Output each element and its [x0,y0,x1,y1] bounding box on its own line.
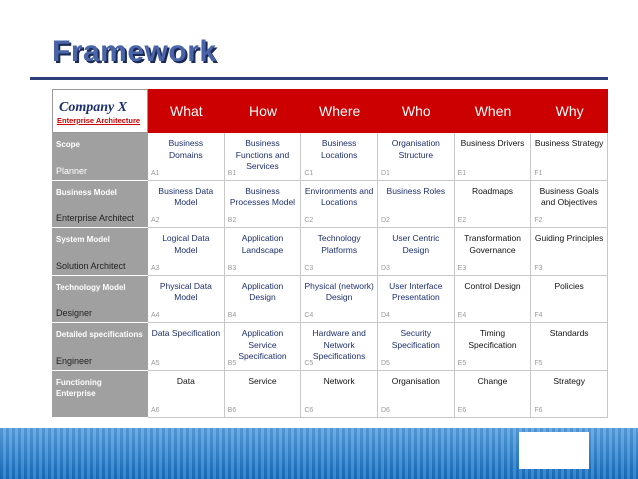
cell-d5 [378,323,455,371]
logo-subtitle: Enterprise Architecture [57,116,141,125]
cell-text: Timing Specification [468,328,517,350]
cell-code: F3 [534,264,543,272]
cell-code: F5 [534,359,543,367]
row-label-title: Scope [56,140,81,149]
column-header-how: How [248,103,277,119]
cell-text: Service [248,375,277,386]
cell-text: Business Strategy [534,138,604,148]
cell-code: E4 [457,312,467,319]
cell-e1 [455,133,532,181]
cell-c1 [301,133,378,181]
cell-code: B5 [227,359,237,367]
cell-e5 [455,323,532,371]
row-label-3 [52,228,148,276]
cell-text: Hardware and Network Specifications [312,328,366,361]
company-logo [52,89,148,133]
row-label-title: Business Model [56,187,117,197]
cell-text: Application Service Specification [238,328,287,361]
column-header-what: What [169,103,203,119]
cell-text: Application Landscape [241,233,284,255]
cell-text: Organisation [391,375,440,386]
cell-text: Logical Data Model [162,233,210,255]
cell-a1 [148,133,225,181]
cell-a6 [148,371,225,419]
row-label-4 [52,276,148,324]
title-underline [30,77,608,80]
cell-code: C5 [304,359,314,367]
cell-text: Strategy [553,375,585,386]
cell-code: A3 [151,264,160,272]
cell-code: A2 [151,217,160,224]
cell-text: User Centric Design [392,233,440,255]
cell-text: Guiding Principles [534,233,604,243]
cell-code: A5 [151,359,160,367]
cell-b2 [225,181,302,229]
cell-text: Data [176,375,195,386]
cell-d4 [378,276,455,324]
cell-e3 [455,228,532,276]
cell-text: User Interface Presentation [389,280,443,302]
row-label-role: Solution Architect [56,260,126,271]
cell-code: A6 [151,407,160,414]
cell-code: F2 [534,217,543,224]
row-label-6 [52,371,148,419]
cell-code: C2 [304,217,314,224]
slide-title: Framework [52,35,217,68]
cell-code: C3 [304,264,314,272]
cell-text: Transformation Governance [464,233,521,255]
cell-code: C6 [304,407,314,414]
row-label-role: Engineer [56,355,93,366]
cell-code: C4 [304,312,314,319]
cell-text: Policies [554,280,584,291]
cell-c4 [301,276,378,324]
row-label-1 [52,133,148,181]
row-label-2 [52,181,148,229]
cell-text: Business Data Model [158,185,214,207]
cell-f5 [531,323,608,371]
cell-code: B3 [227,264,237,272]
cell-b5 [225,323,302,371]
cell-text: Change [477,375,508,386]
framework-grid [52,89,608,419]
cell-f4 [531,276,608,324]
cell-a5 [148,323,225,371]
cell-b4 [225,276,302,324]
cell-text: Organisation Structure [391,138,440,160]
cell-code: A1 [151,169,160,177]
cell-code: D6 [381,407,390,414]
cell-code: D4 [381,312,390,319]
column-header-who: Who [401,103,431,119]
cell-text: Standards [549,328,589,338]
cell-code: B2 [227,217,237,224]
cell-a3 [148,228,225,276]
cell-e2 [455,181,532,229]
cell-text: Business Drivers [460,138,525,148]
cell-code: D2 [381,217,390,224]
cell-a4 [148,276,225,324]
cell-c2 [301,181,378,229]
cell-code: D3 [381,264,390,272]
column-header-where: Where [319,103,361,119]
cell-code: E2 [457,217,467,224]
cell-b6 [225,371,302,419]
cell-code: F6 [534,407,543,414]
footer-box [519,432,589,469]
cell-f3 [531,228,608,276]
cell-f2 [531,181,608,229]
row-label-title: Technology Model [56,282,126,292]
logo-name: Company X [59,100,128,115]
row-label-title: Functioning Enterprise [56,377,102,398]
cell-e4 [455,276,532,324]
cell-text: Business Roles [386,185,446,196]
cell-code: F1 [534,169,543,177]
cell-b3 [225,228,302,276]
cell-text: Technology Platforms [317,233,361,255]
cell-d3 [378,228,455,276]
cell-a2 [148,181,225,229]
column-header-why: Why [555,103,584,119]
row-label-5 [52,323,148,371]
cell-text: Roadmaps [471,185,514,196]
row-label-role: Enterprise Architect [56,213,135,223]
cell-text: Business Processes Model [229,185,296,207]
cell-text: Data Specification [151,328,221,338]
cell-code: A4 [151,312,160,319]
cell-f6 [531,371,608,419]
cell-code: E6 [457,407,467,414]
cell-b1 [225,133,302,181]
cell-text: Application Design [241,280,284,302]
cell-d2 [378,181,455,229]
row-label-title: System Model [56,235,110,244]
cell-f1 [531,133,608,181]
row-label-title: Detailed specifications [56,330,143,339]
cell-code: B6 [227,407,237,414]
cell-code: F4 [534,312,543,319]
cell-code: D1 [381,169,390,177]
cell-code: D5 [381,359,390,367]
cell-code: E3 [457,264,467,272]
cell-text: Physical (network) Design [304,280,374,302]
cell-code: C1 [304,169,314,177]
cell-text: Security Specification [391,328,440,350]
cell-code: E5 [457,359,467,367]
row-label-role: Planner [56,165,88,176]
cell-c6 [301,371,378,419]
cell-text: Business Domains [168,138,204,160]
cell-d6 [378,371,455,419]
cell-text: Business Locations [320,138,358,160]
cell-text: Business Goals and Objectives [539,185,599,207]
cell-e6 [455,371,532,419]
cell-code: B4 [227,312,237,319]
cell-code: B1 [227,169,237,177]
column-header-when: When [474,103,512,119]
cell-text: Physical Data Model [159,280,212,302]
cell-text: Environments and Locations [304,185,374,207]
cell-c3 [301,228,378,276]
row-label-role: Designer [56,308,93,318]
cell-text: Control Design [464,280,521,291]
cell-code: E1 [457,169,467,177]
cell-text: Network [323,375,355,386]
cell-text: Business Functions and Services [235,138,290,171]
cell-d1 [378,133,455,181]
cell-c5 [301,323,378,371]
